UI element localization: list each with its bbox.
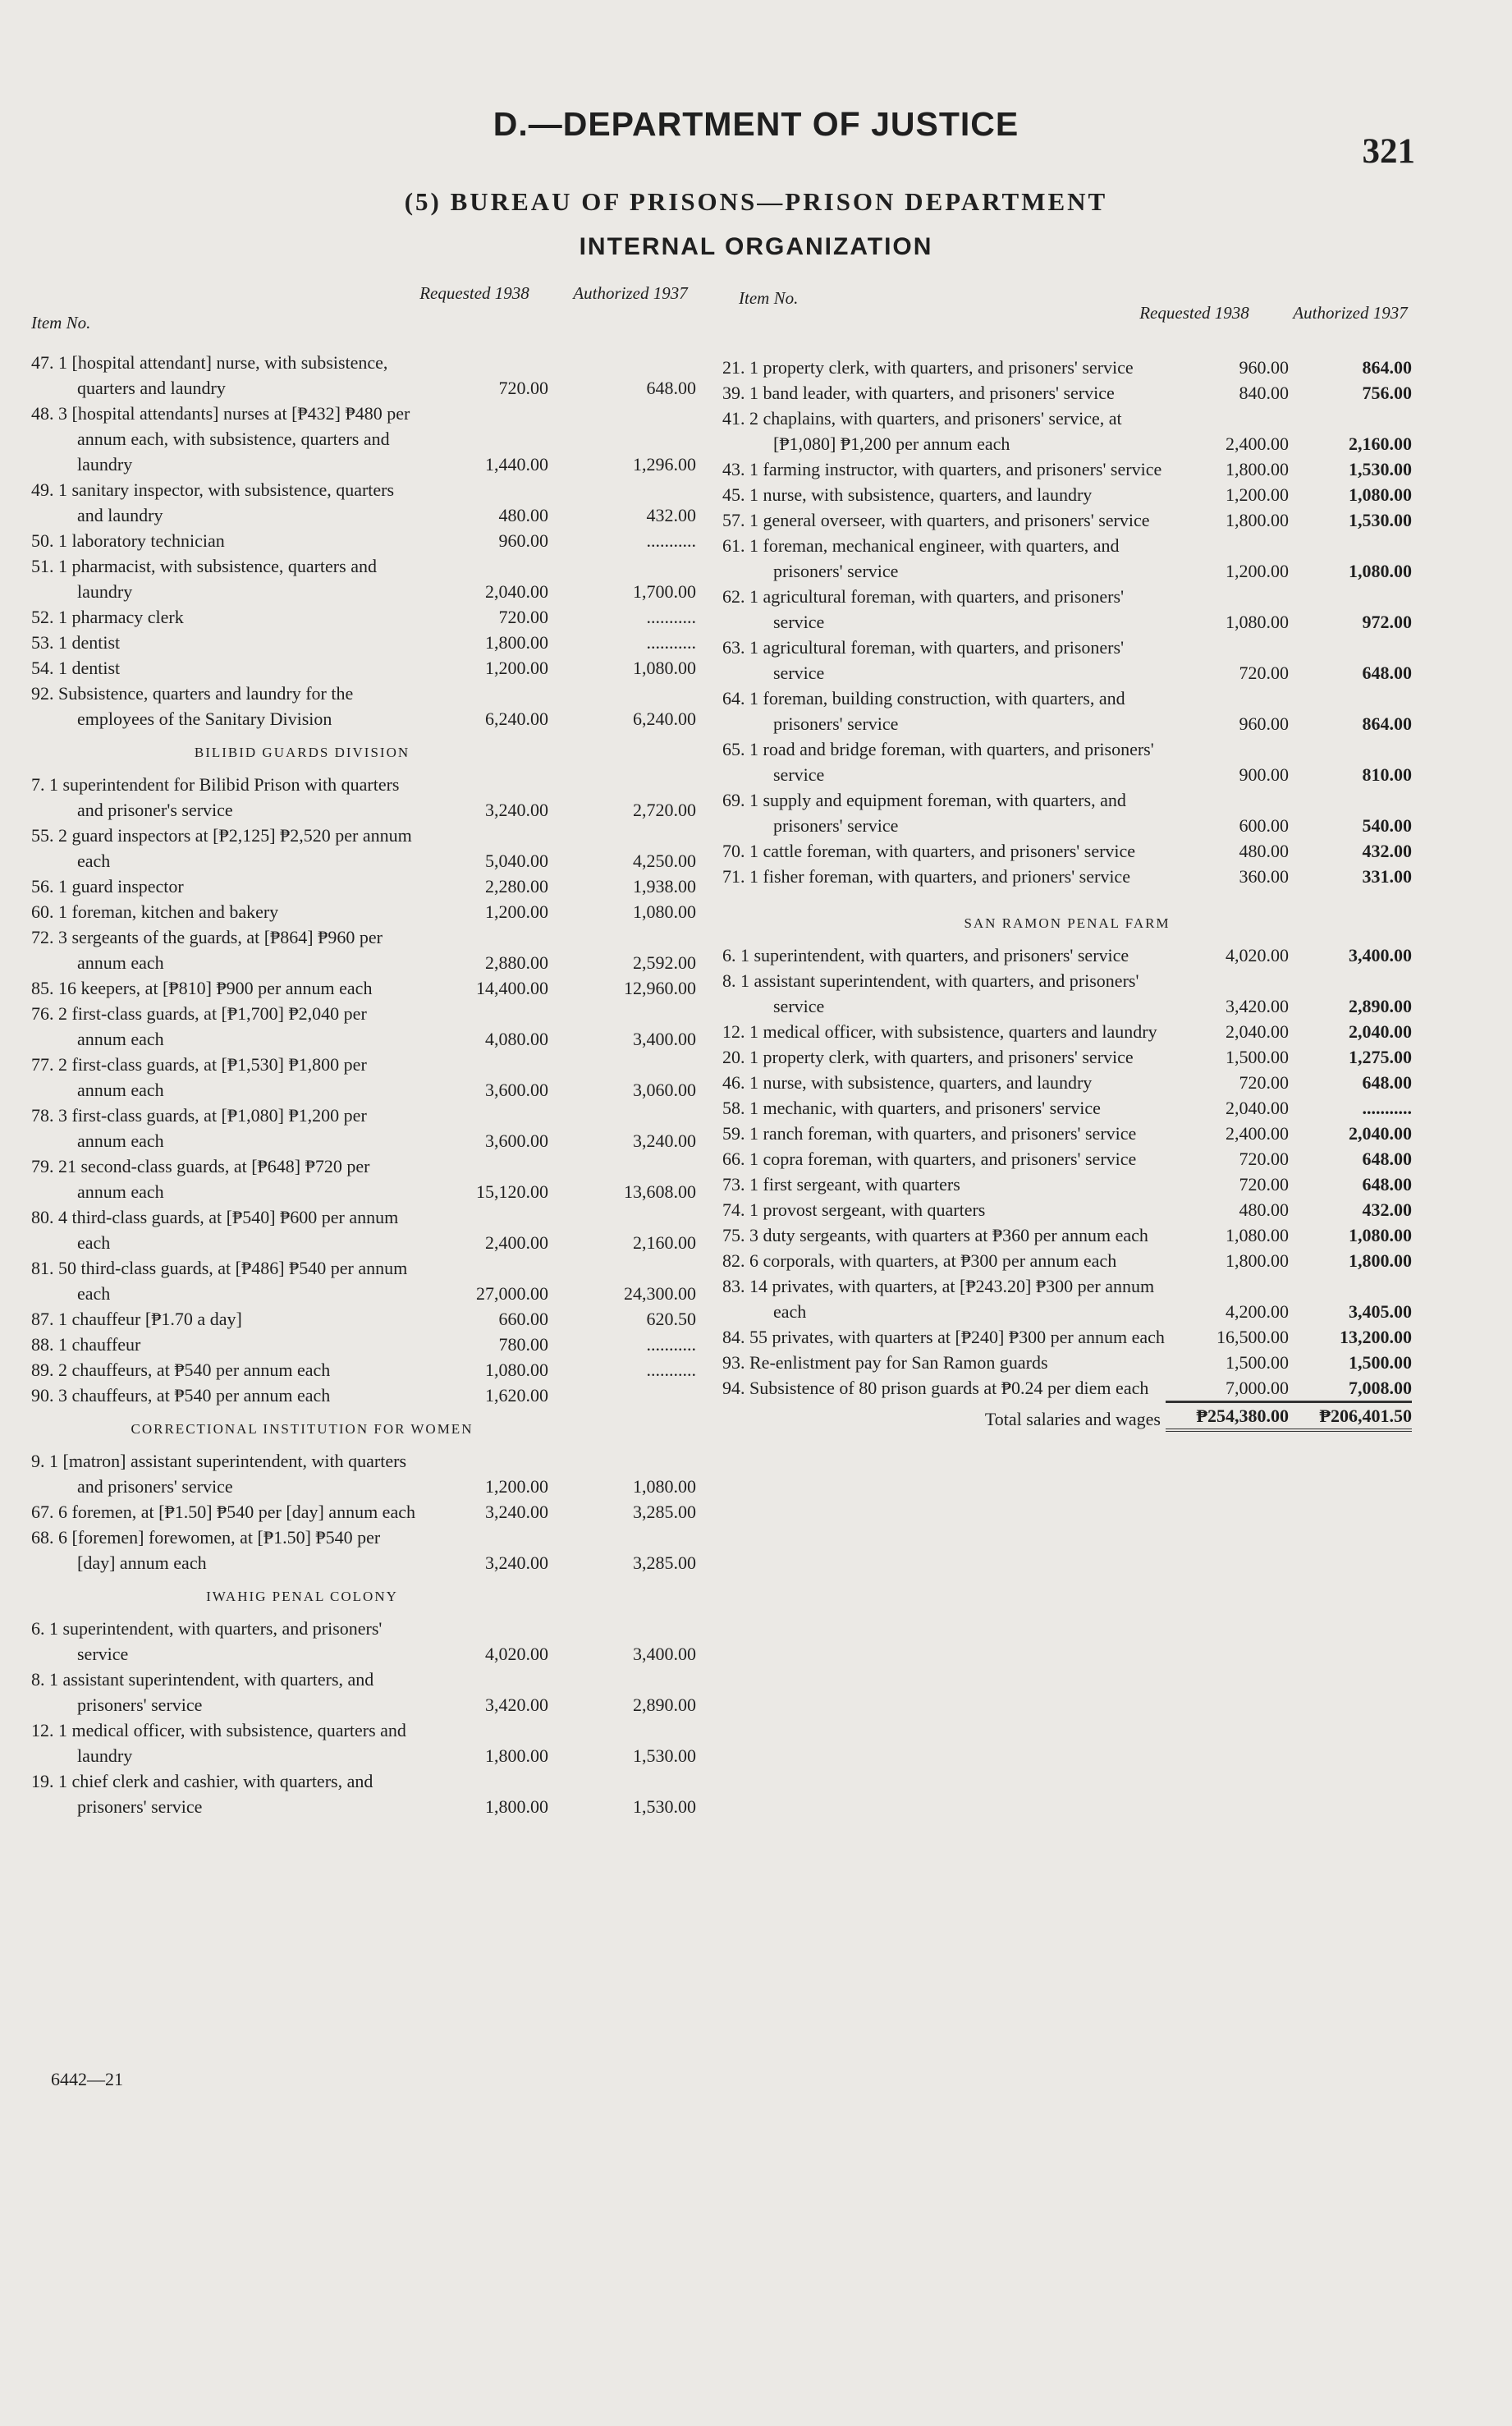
item-no-header: Item No. [31,313,91,332]
authorized-amount: 3,240.00 [633,1130,696,1151]
table-row [722,736,1412,787]
requested-amount: 720.00 [1239,1072,1289,1093]
item-description: 48. 3 [hospital attendants] nurses at [₱432] ₱480 per annum each, with subsistence, quarters and laundry [31,403,410,475]
section-heading: IWAHIG PENAL COLONY [206,1589,398,1604]
requested-amount: 960.00 [1239,357,1289,378]
requested-amount: 1,800.00 [485,632,548,653]
table-row [722,507,1412,533]
item-description: 53. 1 dentist [31,632,121,653]
item-description: 20. 1 property clerk, with quarters, and prisoners' service [722,1047,1134,1067]
authorized-amount: 24,300.00 [624,1283,696,1304]
table-row [31,1332,703,1357]
left-column-header [31,284,703,350]
item-description: 45. 1 nurse, with subsistence, quarters, and laundry [722,484,1093,505]
requested-amount: 3,600.00 [485,1130,548,1151]
requested-amount: 4,020.00 [485,1644,548,1664]
right-rows [722,355,1412,1401]
item-description: 51. 1 pharmacist, with subsistence, quarters and laundry [31,556,377,602]
table-row [31,1383,703,1408]
item-description: 87. 1 chauffeur [₱1.70 a day] [31,1309,242,1329]
item-description: 66. 1 copra foreman, with quarters, and prisoners' service [722,1149,1137,1169]
table-row [31,1357,703,1383]
item-description: 39. 1 band leader, with quarters, and prisoners' service [722,383,1115,403]
item-description: 67. 6 foremen, at [₱1.50] ₱540 per [day] annum each [31,1502,415,1522]
requested-amount: 1,500.00 [1226,1047,1289,1067]
requested-amount: 780.00 [498,1334,548,1355]
requested-amount: 7,000.00 [1226,1378,1289,1398]
total-row [722,1401,1412,1432]
requested-amount: 1,800.00 [1226,510,1289,530]
total-requested: ₱254,380.00 [1166,1401,1289,1432]
authorized-amount: 6,240.00 [633,709,696,729]
requested-amount: 4,020.00 [1226,945,1289,965]
authorized-amount: 12,960.00 [624,978,696,998]
table-row [31,1103,703,1153]
requested-amount: 3,420.00 [485,1695,548,1715]
item-description: 74. 1 provost sergeant, with quarters [722,1199,986,1220]
item-description: 76. 2 first-class guards, at [₱1,700] ₱2,040 per annum each [31,1003,367,1049]
authorized-amount: 1,530.00 [633,1796,696,1817]
requested-amount: 720.00 [498,607,548,627]
table-row [722,1146,1412,1172]
requested-amount: 480.00 [498,505,548,525]
requested-amount: 840.00 [1239,383,1289,403]
authorized-amount: 7,008.00 [1349,1378,1412,1398]
authorized-amount: 1,080.00 [633,901,696,922]
requested-amount: 4,200.00 [1226,1301,1289,1322]
table-row [722,456,1412,482]
authorized-amount: 2,040.00 [1349,1021,1412,1042]
item-description: 59. 1 ranch foreman, with quarters, and prisoners' service [722,1123,1137,1144]
authorized-amount: 648.00 [1362,1072,1412,1093]
authorized-amount: 540.00 [1362,815,1412,836]
table-row [722,406,1412,456]
authorized-amount: 1,500.00 [1349,1352,1412,1373]
page-title: D.—DEPARTMENT OF JUSTICE [493,105,1019,143]
authorized-amount: 2,720.00 [633,800,696,820]
item-description: 94. Subsistence of 80 prison guards at ₱0.24 per diem each [722,1378,1149,1398]
right-column-header [722,289,1412,355]
authorized-amount: 1,080.00 [1349,1225,1412,1245]
requested-amount: 3,240.00 [485,800,548,820]
authorized-amount: 864.00 [1362,713,1412,734]
authorized-amount: 1,080.00 [1349,484,1412,505]
authorized-amount: ........... [646,530,696,551]
section-heading: BILIBID GUARDS DIVISION [194,745,410,760]
item-description: 84. 55 privates, with quarters at [₱240] ₱300 per annum each [722,1327,1165,1347]
item-description: 60. 1 foreman, kitchen and bakery [31,901,279,922]
table-row [722,864,1412,889]
item-description: 58. 1 mechanic, with quarters, and prisoners' service [722,1098,1101,1118]
table-row [31,1255,703,1306]
authorized-amount: 648.00 [1362,1174,1412,1195]
item-description: 80. 4 third-class guards, at [₱540] ₱600 per annum each [31,1207,399,1253]
item-description: 75. 3 duty sergeants, with quarters at ₱360 per annum each [722,1225,1148,1245]
table-row [31,1667,703,1717]
item-description: 90. 3 chauffeurs, at ₱540 per annum each [31,1385,331,1406]
bureau-subtitle: (5) BUREAU OF PRISONS—PRISON DEPARTMENT [404,187,1108,216]
item-description: 47. 1 [hospital attendant] nurse, with subsistence, quarters and laundry [31,352,388,398]
table-row [722,482,1412,507]
item-description: 85. 16 keepers, at [₱810] ₱900 per annum each [31,978,373,998]
requested-amount: 3,240.00 [485,1502,548,1522]
table-row [722,942,1412,968]
table-row [31,975,703,1001]
requested-amount: 2,040.00 [1226,1021,1289,1042]
table-row [31,924,703,975]
item-description: 70. 1 cattle foreman, with quarters, and prisoners' service [722,841,1136,861]
table-row [31,1052,703,1103]
requested-amount: 6,240.00 [485,709,548,729]
table-row [31,1448,703,1499]
table-row [31,1616,703,1667]
table-row [722,584,1412,635]
item-description: 77. 2 first-class guards, at [₱1,530] ₱1,800 per annum each [31,1054,367,1100]
requested-amount: 3,240.00 [485,1552,548,1573]
table-row [722,1044,1412,1070]
requested-amount: 960.00 [1239,713,1289,734]
item-description: 8. 1 assistant superintendent, with quarters, and prisoners' service [31,1669,374,1715]
requested-header: Requested 1938 [419,283,529,303]
item-description: 41. 2 chaplains, with quarters, and prisoners' service, at [₱1,080] ₱1,200 per annum each [722,408,1122,454]
requested-amount: 480.00 [1239,1199,1289,1220]
authorized-amount: 2,160.00 [633,1232,696,1253]
authorized-header: Authorized 1937 [1293,303,1408,323]
item-description: 93. Re-enlistment pay for San Ramon guards [722,1352,1048,1373]
authorized-amount: 1,530.00 [633,1745,696,1766]
authorized-amount: 432.00 [646,505,696,525]
authorized-amount: 2,040.00 [1349,1123,1412,1144]
authorized-amount: 2,890.00 [633,1695,696,1715]
requested-amount: 16,500.00 [1216,1327,1289,1347]
item-description: 64. 1 foreman, building construction, with quarters, and prisoners' service [722,688,1125,734]
requested-amount: 1,200.00 [485,658,548,678]
authorized-amount: 3,405.00 [1349,1301,1412,1322]
right-column [722,289,1412,1432]
authorized-amount: ........... [646,1360,696,1380]
item-description: 21. 1 property clerk, with quarters, and prisoners' service [722,357,1134,378]
item-description: 63. 1 agricultural foreman, with quarters, and prisoners' service [722,637,1125,683]
table-row [31,1204,703,1255]
table-row [722,1019,1412,1044]
authorized-amount: 1,275.00 [1349,1047,1412,1067]
item-description: 61. 1 foreman, mechanical engineer, with quarters, and prisoners' service [722,535,1120,581]
authorized-amount: ........... [646,632,696,653]
item-description: 50. 1 laboratory technician [31,530,225,551]
requested-amount: 2,280.00 [485,876,548,897]
table-row [31,1153,703,1204]
requested-amount: 1,500.00 [1226,1352,1289,1373]
requested-amount: 14,400.00 [476,978,548,998]
requested-amount: 2,400.00 [1226,1123,1289,1144]
authorized-amount: 2,592.00 [633,952,696,973]
requested-amount: 360.00 [1239,866,1289,887]
authorized-amount: ........... [1362,1098,1412,1118]
table-row [31,1499,703,1525]
requested-amount: 2,400.00 [485,1232,548,1253]
table-row [31,874,703,899]
table-row [722,1375,1412,1401]
requested-amount: 1,800.00 [1226,1250,1289,1271]
item-description: 83. 14 privates, with quarters, at [₱243.20] ₱300 per annum each [722,1276,1155,1322]
authorized-amount: 1,080.00 [633,658,696,678]
authorized-amount: 432.00 [1362,1199,1412,1220]
authorized-amount: 1,530.00 [1349,459,1412,479]
table-row [31,823,703,874]
item-description: 89. 2 chauffeurs, at ₱540 per annum each [31,1360,331,1380]
requested-amount: 1,080.00 [1226,612,1289,632]
authorized-amount: 1,530.00 [1349,510,1412,530]
item-description: 6. 1 superintendent, with quarters, and prisoners' service [722,945,1129,965]
table-row [722,838,1412,864]
table-row [722,1197,1412,1222]
requested-amount: 720.00 [498,378,548,398]
table-row [31,553,703,604]
table-row [722,1273,1412,1324]
table-row [722,635,1412,686]
item-description: 52. 1 pharmacy clerk [31,607,184,627]
authorized-amount: 1,080.00 [1349,561,1412,581]
table-row [31,630,703,655]
authorized-amount: 3,285.00 [633,1552,696,1573]
left-column [31,284,703,1819]
table-row [31,350,703,401]
table-row [31,655,703,681]
authorized-amount: 648.00 [1362,1149,1412,1169]
item-description: 81. 50 third-class guards, at [₱486] ₱540 per annum each [31,1258,408,1304]
table-row [31,1306,703,1332]
table-row [31,604,703,630]
requested-amount: 3,600.00 [485,1080,548,1100]
requested-amount: 1,080.00 [485,1360,548,1380]
table-row [722,533,1412,584]
table-row [31,1001,703,1052]
item-description: 73. 1 first sergeant, with quarters [722,1174,960,1195]
item-description: 12. 1 medical officer, with subsistence, quarters and laundry [722,1021,1157,1042]
item-no-header: Item No. [739,288,799,308]
requested-amount: 15,120.00 [476,1181,548,1202]
requested-amount: 2,040.00 [1226,1098,1289,1118]
authorized-amount: 3,400.00 [633,1029,696,1049]
requested-amount: 5,040.00 [485,851,548,871]
requested-amount: 1,080.00 [1226,1225,1289,1245]
table-row [722,1121,1412,1146]
item-description: 71. 1 fisher foreman, with quarters, and prioners' service [722,866,1130,887]
section-subtitle: INTERNAL ORGANIZATION [579,233,933,260]
authorized-amount: 3,060.00 [633,1080,696,1100]
table-row [722,1070,1412,1095]
authorized-amount: 13,608.00 [624,1181,696,1202]
item-description: 9. 1 [matron] assistant superintendent, with quarters and prisoners' service [31,1451,407,1497]
page-number: 321 [1362,132,1415,171]
requested-amount: 4,080.00 [485,1029,548,1049]
authorized-amount: 2,890.00 [1349,996,1412,1016]
requested-amount: 1,620.00 [485,1385,548,1406]
authorized-amount: 648.00 [646,378,696,398]
item-description: 82. 6 corporals, with quarters, at ₱300 per annum each [722,1250,1117,1271]
authorized-amount: ........... [646,607,696,627]
total-label: Total salaries and wages [984,1409,1161,1429]
footer-code: 6442—21 [51,2069,123,2089]
authorized-amount: 3,400.00 [1349,945,1412,965]
item-description: 88. 1 chauffeur [31,1334,141,1355]
item-description: 56. 1 guard inspector [31,876,184,897]
item-description: 92. Subsistence, quarters and laundry for the employees of the Sanitary Division [31,683,354,729]
requested-amount: 720.00 [1239,1149,1289,1169]
table-row [722,1324,1412,1350]
authorized-amount: ........... [646,1334,696,1355]
item-description: 65. 1 road and bridge foreman, with quarters, and prisoners' service [722,739,1154,785]
requested-amount: 2,040.00 [485,581,548,602]
requested-amount: 600.00 [1239,815,1289,836]
requested-amount: 3,420.00 [1226,996,1289,1016]
table-row [31,1768,703,1819]
authorized-amount: 1,296.00 [633,454,696,475]
item-description: 72. 3 sergeants of the guards, at [₱864] ₱960 per annum each [31,927,383,973]
item-description: 57. 1 general overseer, with quarters, and prisoners' service [722,510,1150,530]
table-row [31,1525,703,1575]
table-row [31,528,703,553]
requested-amount: 1,200.00 [485,901,548,922]
table-row [722,1222,1412,1248]
authorized-amount: 1,700.00 [633,581,696,602]
table-row [722,968,1412,1019]
item-description: 49. 1 sanitary inspector, with subsistence, quarters and laundry [31,479,395,525]
requested-amount: 2,880.00 [485,952,548,973]
table-row [31,899,703,924]
item-description: 69. 1 supply and equipment foreman, with quarters, and prisoners' service [722,790,1126,836]
table-row [31,772,703,823]
authorized-amount: 1,800.00 [1349,1250,1412,1271]
table-row [722,686,1412,736]
item-description: 19. 1 chief clerk and cashier, with quarters, and prisoners' service [31,1771,373,1817]
item-description: 79. 21 second-class guards, at [₱648] ₱720 per annum each [31,1156,370,1202]
authorized-amount: 864.00 [1362,357,1412,378]
table-row [31,477,703,528]
authorized-amount: 1,938.00 [633,876,696,897]
table-row [722,355,1412,380]
table-row [722,1095,1412,1121]
requested-amount: 1,200.00 [485,1476,548,1497]
section-heading: SAN RAMON PENAL FARM [964,915,1171,931]
authorized-amount: 3,400.00 [633,1644,696,1664]
requested-amount: 1,440.00 [485,454,548,475]
requested-amount: 2,400.00 [1226,433,1289,454]
authorized-amount: 1,080.00 [633,1476,696,1497]
table-row [722,1172,1412,1197]
item-description: 54. 1 dentist [31,658,121,678]
requested-header: Requested 1938 [1139,303,1249,323]
item-description: 7. 1 superintendent for Bilibid Prison with quarters and prisoner's service [31,774,400,820]
table-row [722,380,1412,406]
requested-amount: 720.00 [1239,663,1289,683]
authorized-amount: 3,285.00 [633,1502,696,1522]
authorized-amount: 620.50 [646,1309,696,1329]
requested-amount: 1,200.00 [1226,561,1289,581]
table-row [722,1350,1412,1375]
authorized-header: Authorized 1937 [573,283,688,303]
item-description: 62. 1 agricultural foreman, with quarters, and prisoners' service [722,586,1125,632]
item-description: 78. 3 first-class guards, at [₱1,080] ₱1,200 per annum each [31,1105,367,1151]
authorized-amount: 2,160.00 [1349,433,1412,454]
item-description: 12. 1 medical officer, with subsistence, quarters and laundry [31,1720,406,1766]
requested-amount: 660.00 [498,1309,548,1329]
section-heading: CORRECTIONAL INSTITUTION FOR WOMEN [131,1421,474,1437]
requested-amount: 1,800.00 [1226,459,1289,479]
left-rows [31,350,703,1819]
requested-amount: 900.00 [1239,764,1289,785]
requested-amount: 27,000.00 [476,1283,548,1304]
authorized-amount: 810.00 [1362,764,1412,785]
authorized-amount: 13,200.00 [1340,1327,1412,1347]
item-description: 43. 1 farming instructor, with quarters, and prisoners' service [722,459,1162,479]
requested-amount: 1,800.00 [485,1745,548,1766]
table-row [722,787,1412,838]
requested-amount: 1,800.00 [485,1796,548,1817]
requested-amount: 1,200.00 [1226,484,1289,505]
authorized-amount: 972.00 [1362,612,1412,632]
item-description: 8. 1 assistant superintendent, with quarters, and prisoners' service [722,970,1139,1016]
item-description: 46. 1 nurse, with subsistence, quarters, and laundry [722,1072,1093,1093]
total-authorized: ₱206,401.50 [1289,1401,1412,1432]
table-row [31,681,703,731]
item-description: 6. 1 superintendent, with quarters, and prisoners' service [31,1618,383,1664]
authorized-amount: 432.00 [1362,841,1412,861]
requested-amount: 720.00 [1239,1174,1289,1195]
item-description: 68. 6 [foremen] forewomen, at [₱1.50] ₱540 per [day] annum each [31,1527,381,1573]
authorized-amount: 4,250.00 [633,851,696,871]
table-row [31,1717,703,1768]
authorized-amount: 648.00 [1362,663,1412,683]
table-row [31,401,703,477]
authorized-amount: 756.00 [1362,383,1412,403]
authorized-amount: 331.00 [1362,866,1412,887]
requested-amount: 960.00 [498,530,548,551]
table-row [722,1248,1412,1273]
requested-amount: 480.00 [1239,841,1289,861]
item-description: 55. 2 guard inspectors at [₱2,125] ₱2,520 per annum each [31,825,412,871]
